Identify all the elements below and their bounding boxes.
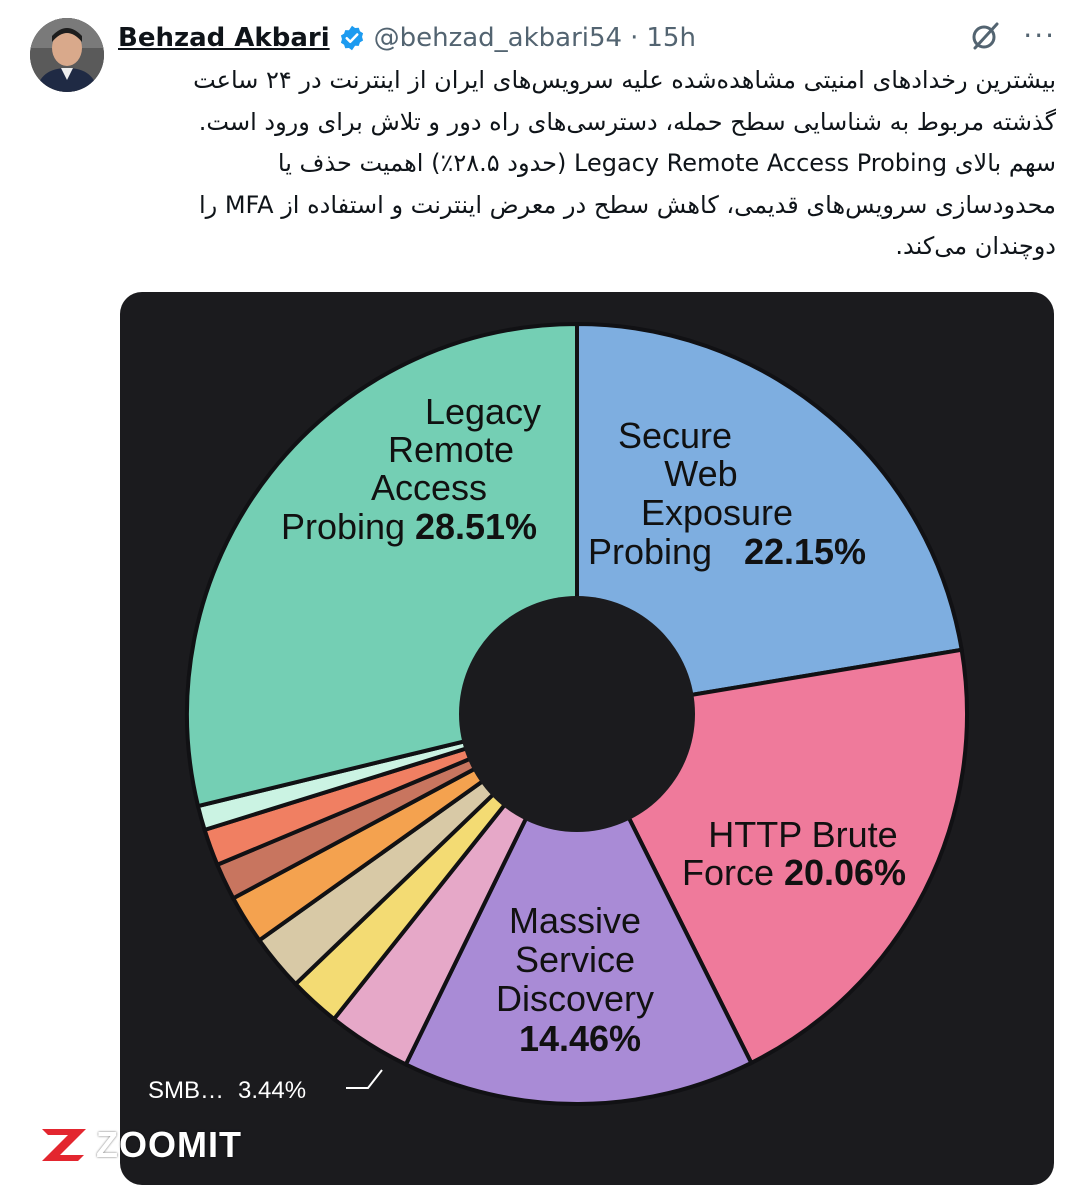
label-secure-web: Secure Web Exposure Probing 22.15% (587, 415, 867, 572)
chart-image[interactable] (120, 292, 1054, 1185)
callout-smb-label: SMB… 3.44% (148, 1077, 307, 1104)
donut-chart (120, 292, 1054, 1185)
meta-separator: · (630, 23, 639, 53)
zoomit-watermark (38, 1124, 242, 1166)
tweet-text-line: سهم بالای Legacy Remote Access Probing (حدود ۲۸.۵٪) اهمیت حذف یا (277, 149, 1056, 177)
author-handle[interactable]: @behzad_akbari54 (373, 23, 623, 53)
tweet-text-line: بیشترین رخدادهای امنیتی مشاهده‌شده علیه سرویس‌های ایران از اینترنت در ۲۴ ساعت (193, 66, 1056, 94)
verified-badge-icon (338, 24, 366, 52)
label-massive-service-discovery: Massive Service Discovery 14.46% (495, 900, 655, 1059)
tweet-header (118, 18, 696, 58)
donut-hole (459, 596, 695, 832)
watermark-text: ZOOMIT (96, 1124, 242, 1165)
tweet-text (118, 60, 1056, 268)
person-avatar-icon (30, 18, 104, 92)
author-name[interactable]: Behzad Akbari (118, 23, 330, 53)
timestamp[interactable]: 15h (646, 23, 696, 53)
avatar[interactable] (30, 18, 104, 92)
tweet-text-line: محدودسازی سرویس‌های قدیمی، کاهش سطح در معرض اینترنت و استفاده از MFA را (198, 190, 1056, 219)
more-options-icon[interactable]: ··· (1023, 19, 1056, 52)
header-actions (969, 20, 1056, 52)
tweet-text-line: دوچندان می‌کند. (895, 232, 1056, 260)
grok-icon[interactable] (969, 20, 1001, 52)
tweet-text-line: گذشته مربوط به شناسایی سطح حمله، دسترسی‌های راه دور و تلاش برای ورود است. (198, 107, 1056, 136)
zoomit-logo-icon (38, 1125, 90, 1165)
callout-leader-line (346, 1070, 382, 1088)
label-legacy-remote-access: Legacy Remote Access Probing 28.51% (280, 391, 542, 547)
label-http-brute-force: HTTP Brute Force 20.06% (681, 814, 907, 893)
